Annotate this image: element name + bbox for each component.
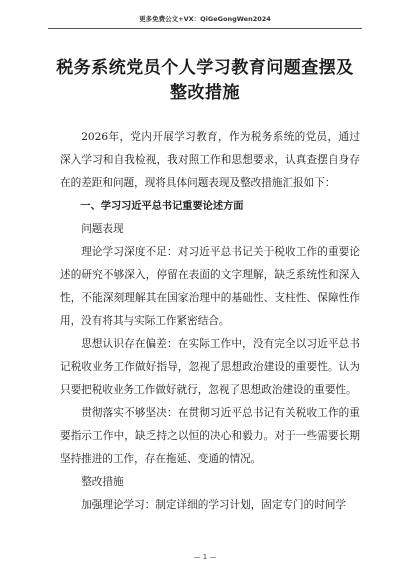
document-title: 税务系统党员个人学习教育问题查摆及整改措施 <box>56 58 354 103</box>
section-heading: 一、学习习近平总书记重要论述方面 <box>80 201 244 212</box>
problem-paragraph-2: 思想认识存在偏差：在实际工作中，没有完全以习近平总书记税收业务工作做好指导，忽视了思想政治建设的重要性。认为只要把税收业务工作做好就行，忽视了思想政治建设的重要性。 <box>60 338 360 396</box>
header-divider <box>48 28 362 29</box>
problem-paragraph-3: 贯彻落实不够坚决：在贯彻习近平总书记有关税收工作的重要指示工作中，缺乏持之以恒的决心和毅力。对于一些需要长期坚持推进的工作，存在拖延、变通的情况。 <box>60 407 360 465</box>
problems-subheading: 问题表现 <box>81 223 124 235</box>
intro-paragraph: 2026年，党内开展学习教育，作为税务系统的党员，通过深入学习和自我检视，我对照工作和思想要求，认真查摆自身存在的差距和问题，现将具体问题表现及整改措施汇报如下： <box>60 131 360 189</box>
measure-paragraph-1: 加强理论学习：制定详细的学习计划，固定专门的时间学 <box>81 499 347 511</box>
header-note: 更多免费公文+VX：QiGeGongWen2024 <box>139 15 271 23</box>
page-number: — 1 — <box>193 553 217 561</box>
problem-paragraph-1: 理论学习深度不足：对习近平总书记关于税收工作的重要论述的研究不够深入，停留在表面的文字理解，缺乏系统性和深入性，不能深刻理解其在国家治理中的基础性、支柱性、保障性作用，没有将其与实际工作紧密结合。 <box>60 246 360 327</box>
measures-subheading: 整改措施 <box>81 476 124 488</box>
document-body <box>60 126 360 517</box>
